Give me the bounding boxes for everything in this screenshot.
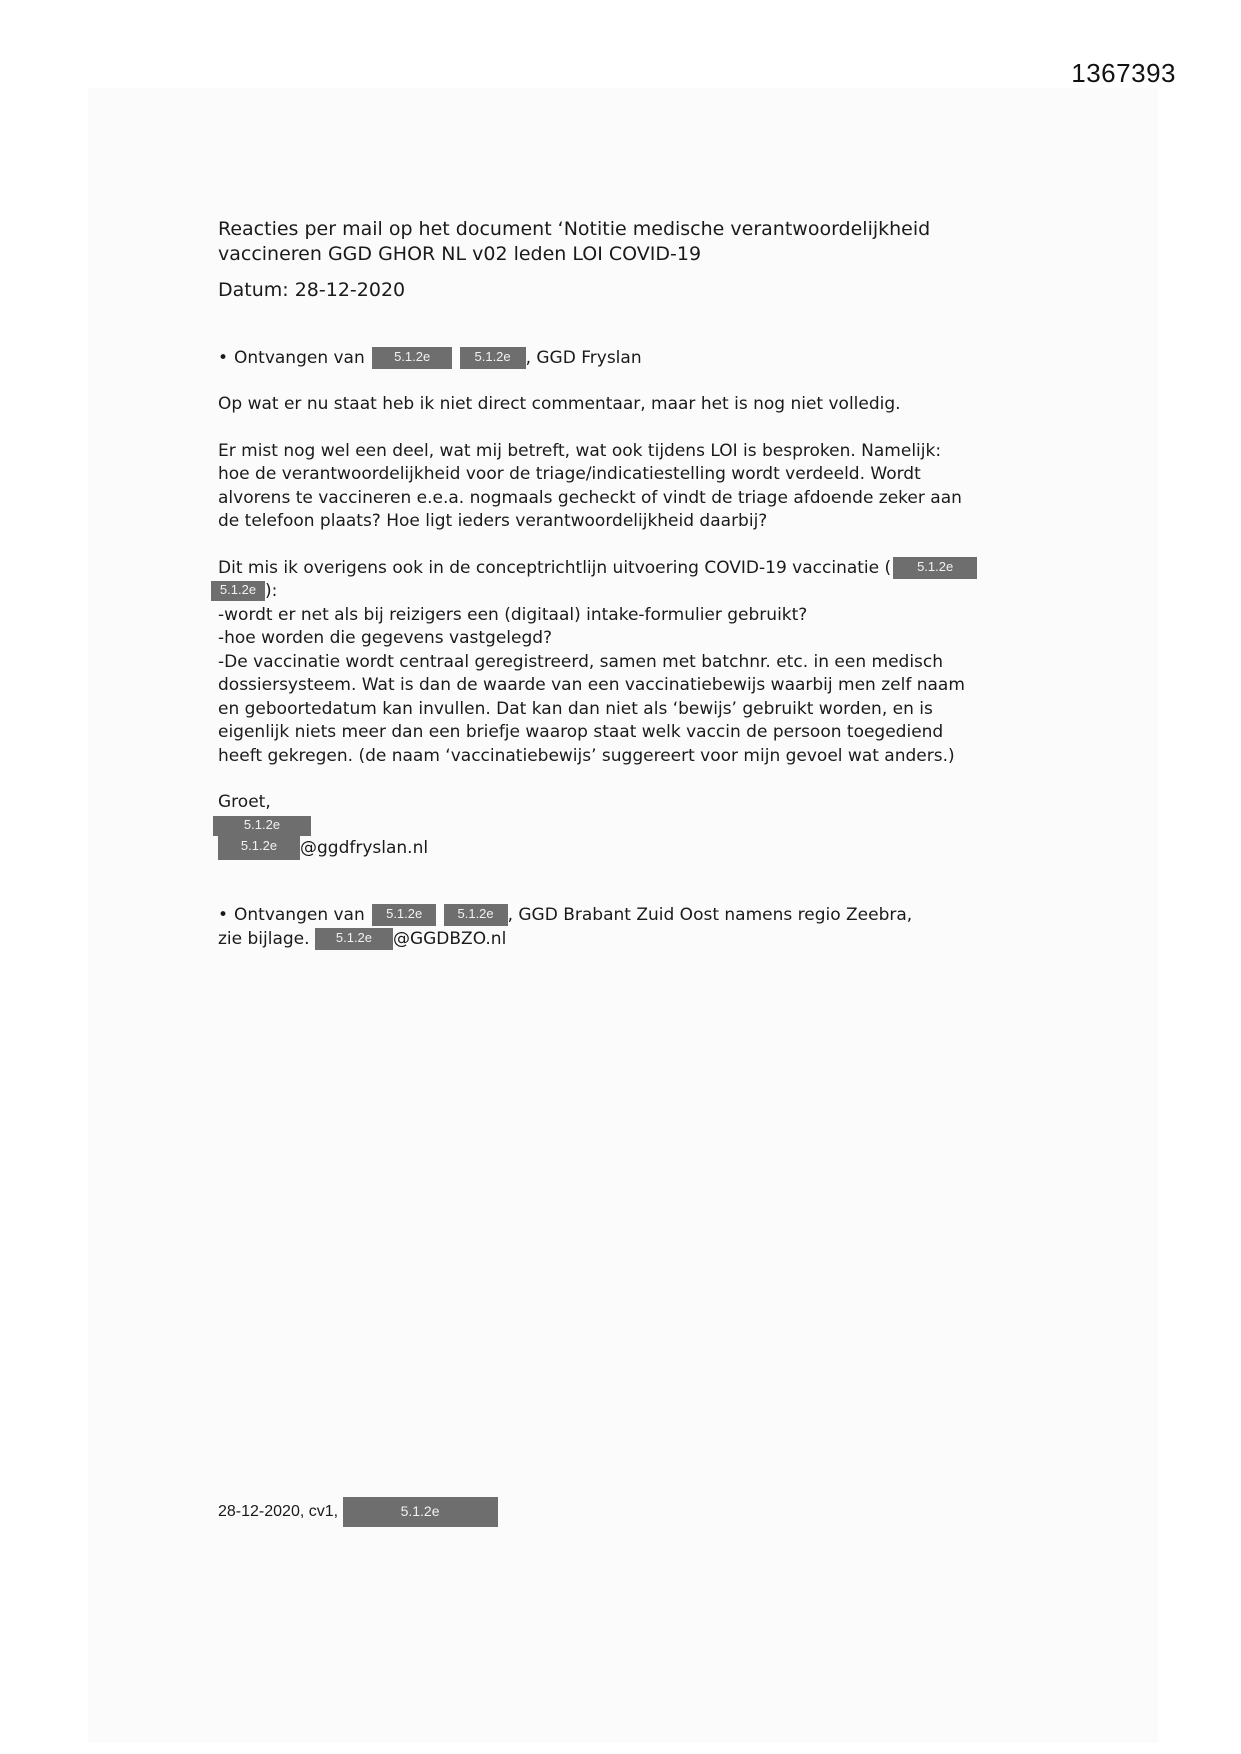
document-content <box>218 217 1048 951</box>
redaction-box: 5.1.2e <box>372 347 452 369</box>
received-from-line <box>218 904 1048 928</box>
redaction-box: 5.1.2e <box>444 904 508 926</box>
redaction-box: 5.1.2e <box>460 347 526 369</box>
redaction-box: 5.1.2e <box>211 581 265 601</box>
title-line: Reacties per mail op het document ‘Notitie medische verantwoordelijkheid <box>218 218 931 240</box>
attachment-line <box>218 928 1048 952</box>
redaction-box: 5.1.2e <box>315 928 393 950</box>
redaction-box: 5.1.2e <box>343 1497 498 1527</box>
footer-text: 28-12-2020, cv1, <box>218 1503 339 1521</box>
received-from-line <box>218 347 1048 371</box>
document-title <box>218 217 1048 267</box>
organisation-name: , GGD Fryslan <box>525 347 642 368</box>
paragraph-line: en geboortedatum kan invullen. Dat kan dan niet als ‘bewijs’ gebruikt worden, en is <box>218 698 933 719</box>
email-domain: @GGDBZO.nl <box>392 928 507 949</box>
document-date: Datum: 28-12-2020 <box>218 279 406 301</box>
bullet: • <box>218 905 229 925</box>
paragraph-line: dossiersysteem. Wat is dan de waarde van een vaccinatiebewijs waarbij men zelf naam <box>218 675 965 695</box>
attachment-text: zie bijlage. <box>218 928 310 949</box>
page-footer <box>218 1497 498 1527</box>
bullet: • <box>218 347 229 368</box>
paragraph-line: alvorens te vaccineren e.e.a. nogmaals gecheckt of vindt de triage afdoende zeker aan <box>218 487 962 508</box>
paragraph-text: Dit mis ik overigens ook in de conceptrichtlijn uitvoering COVID-19 vaccinatie ( <box>218 557 892 578</box>
redaction-box: 5.1.2e <box>893 557 977 579</box>
document-number: 1367393 <box>1071 58 1176 88</box>
redaction-box: 5.1.2e <box>218 836 300 860</box>
paragraph-line: -hoe worden die gegevens vastgelegd? <box>218 628 553 648</box>
redaction-box: 5.1.2e <box>372 904 436 926</box>
paragraph <box>218 440 1048 534</box>
paragraph-text: ): <box>265 581 278 601</box>
paragraph-line: heeft gekregen. (de naam ‘vaccinatiebewijs’ suggereert voor mijn gevoel wat anders.) <box>218 745 955 766</box>
signature-name <box>213 815 1048 836</box>
paragraph-line: -De vaccinatie wordt centraal geregistreerd, samen met batchnr. etc. in een medisch <box>218 651 944 672</box>
greeting: Groet, <box>218 792 271 812</box>
section-brabant <box>218 904 1048 951</box>
email-line <box>218 836 1048 861</box>
paragraph-line: Er mist nog wel een deel, wat mij betreft, wat ook tijdens LOI is besproken. Namelijk: <box>218 440 942 461</box>
email-domain: @ggdfryslan.nl <box>300 837 429 858</box>
paragraph-line <box>211 580 1048 604</box>
paragraph-line: de telefoon plaats? Hoe ligt ieders verantwoordelijkheid daarbij? <box>218 511 768 531</box>
organisation-name: , GGD Brabant Zuid Oost namens regio Zeebra, <box>507 905 913 925</box>
title-line: vaccineren GGD GHOR NL v02 leden LOI COVID-19 <box>218 243 702 265</box>
paragraph-line: eigenlijk niets meer dan een briefje waarop staat welk vaccin de persoon toegediend <box>218 722 944 742</box>
paragraph-line: -wordt er net als bij reizigers een (digitaal) intake-formulier gebruikt? <box>218 604 808 625</box>
received-label: Ontvangen van <box>234 347 365 368</box>
redaction-box: 5.1.2e <box>213 816 311 836</box>
paragraph-line: hoe de verantwoordelijkheid voor de triage/indicatiestelling wordt verdeeld. Wordt <box>218 464 921 484</box>
paragraph: Op wat er nu staat heb ik niet direct commentaar, maar het is nog niet volledig. <box>218 394 901 414</box>
paragraph <box>218 557 1048 769</box>
section-fryslan <box>218 347 1048 861</box>
signature-block <box>218 791 1048 860</box>
paragraph-line <box>218 557 1048 581</box>
received-label: Ontvangen van <box>234 905 365 925</box>
